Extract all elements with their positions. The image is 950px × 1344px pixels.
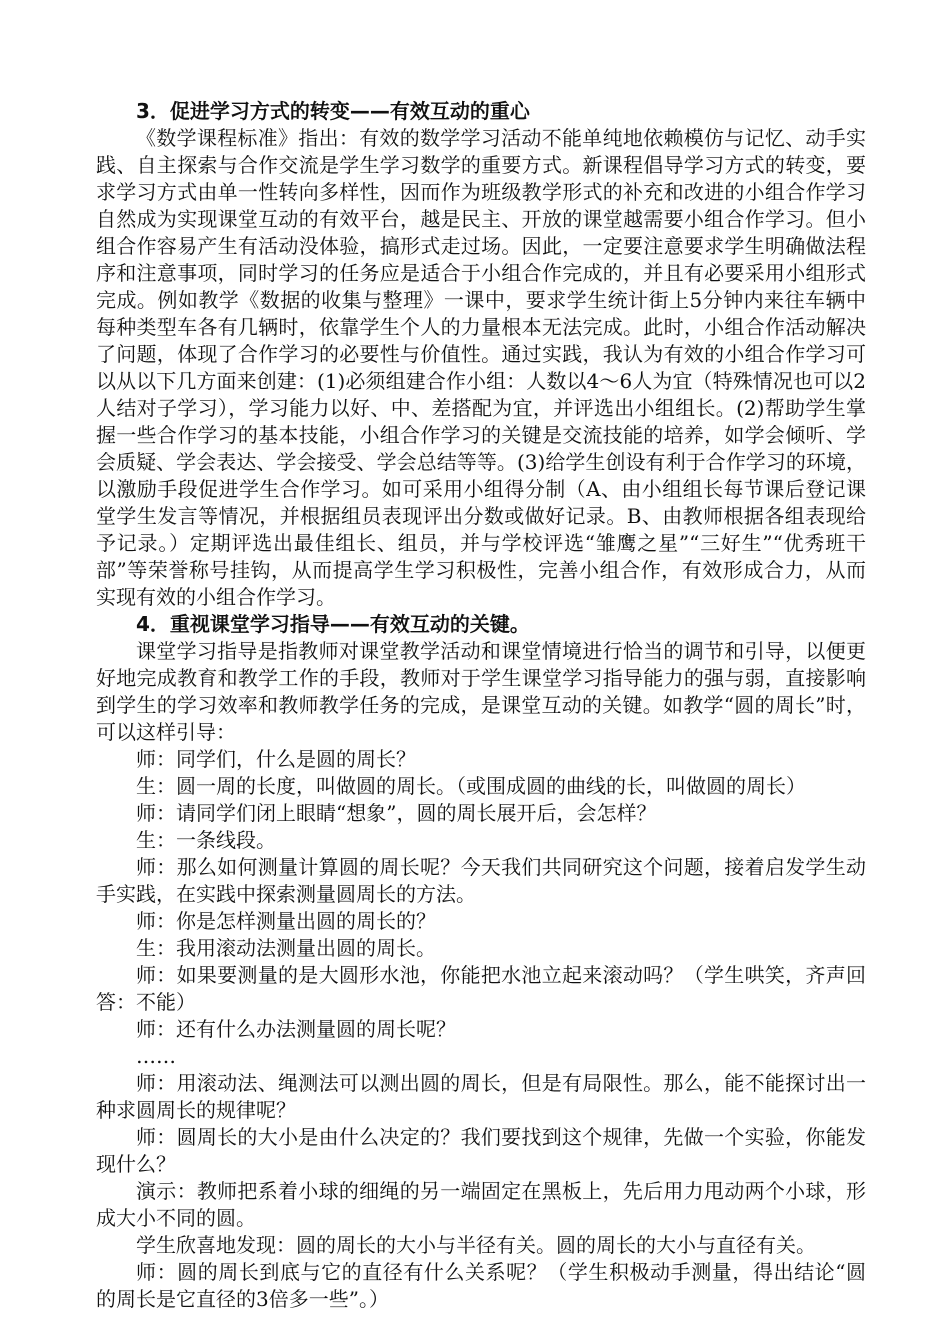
ellipsis-line: …… <box>136 1044 176 1068</box>
section-4-heading: 4．重视课堂学习指导——有效互动的关键。 <box>136 612 530 636</box>
dialogue-line: 师：同学们，什么是圆的周长？ <box>136 747 416 771</box>
dialogue-line: 师：那么如何测量计算圆的周长呢？今天我们共同研究这个问题，接着启发学生动手实践，在实践中探索测量圆周长的方法。 <box>96 855 866 906</box>
dialogue-line: 生：我用滚动法测量出圆的周长。 <box>136 936 436 960</box>
dialogue-line: 师：请同学们闭上眼睛“想象”，圆的周长展开后，会怎样？ <box>136 801 657 825</box>
section-3-paragraph: 《数学课程标准》指出：有效的数学学习活动不能单纯地依赖模仿与记忆、动手实践、自主探索与合作交流是学生学习数学的重要方式。新课程倡导学习方式的转变，要求学习方式由单一性转向多样性，因而作为班级教学形式的补充和改进的小组合作学习自然成为实现课堂互动的有效平台，越是民主、开放的课堂越需要小组合作学习。但小组合作容易产生有活动没体验，搞形式走过场。因此，一定要注意要求学生明确做法程序和注意事项，同时学习的任务应是适合于小组合作完成的，并且有必要采用小组形式完成。例如教学《数据的收集与整理》一课中，要求学生统计街上5分钟内来往车辆中每种类型车各有几辆时，依靠学生个人的力量根本无法完成。此时，小组合作活动解决了问题，体现了合作学习的必要性与价值性。通过实践，我认为有效的小组合作学习可以从以下几方面来创建：(1)必须组建合作小组：人数以4～6人为宜（特殊情况也可以2人结对子学习），学习能力以好、中、差搭配为宜，并评选出小组组长。(2)帮助学生掌握一些合作学习的基本技能，小组合作学习的关键是交流技能的培养，如学会倾听、学会质疑、学会表达、学会接受、学会总结等等。(3)给学生创设有利于合作学习的环境，以激励手段促进学生合作学习。如可采用小组得分制（A、由小组组长每节课后登记课堂学生发言等情况，并根据组员表现评出分数或做好记录。B、由教师根据各组表现给予记录。）定期评选出最佳组长、组员，并与学校评选“雏鹰之星”“三好生”“优秀班干部”等荣誉称号挂钩，从而提高学生学习积极性，完善小组合作，有效形成合力，从而实现有效的小组合作学习。 <box>96 126 866 609</box>
dialogue-line: 师：如果要测量的是大圆形水池，你能把水池立起来滚动吗？（学生哄笑，齐声回答：不能） <box>96 963 866 1014</box>
section-4-intro: 课堂学习指导是指教师对课堂教学活动和课堂情境进行恰当的调节和引导，以便更好地完成教育和教学工作的手段，教师对于学生课堂学习指导能力的强与弱，直接影响到学生的学习效率和教师教学任务的完成，是课堂互动的关键。如教学“圆的周长”时，可以这样引导： <box>96 639 866 744</box>
dialogue-line: 师：用滚动法、绳测法可以测出圆的周长，但是有局限性。那么，能不能探讨出一种求圆周长的规律呢？ <box>96 1071 866 1122</box>
demonstration-line: 演示：教师把系着小球的细绳的另一端固定在黑板上，先后用力甩动两个小球，形成大小不同的圆。 <box>96 1179 866 1230</box>
document-body <box>96 98 866 1313</box>
dialogue-line: 师：你是怎样测量出圆的周长的？ <box>136 909 436 933</box>
discovery-line: 学生欣喜地发现：圆的周长的大小与半径有关。圆的周长的大小与直径有关。 <box>136 1233 816 1257</box>
section-3-heading: 3．促进学习方式的转变——有效互动的重心 <box>136 99 530 123</box>
dialogue-line: 生：圆一周的长度，叫做圆的周长。（或围成圆的曲线的长，叫做圆的周长） <box>136 774 806 798</box>
dialogue-line: 师：圆周长的大小是由什么决定的？我们要找到这个规律，先做一个实验，你能发现什么？ <box>96 1125 866 1176</box>
dialogue-line: 生：一条线段。 <box>136 828 276 852</box>
dialogue-line: 师：圆的周长到底与它的直径有什么关系呢？（学生积极动手测量，得出结论“圆的周长是它直径的3倍多一些”。） <box>96 1260 866 1311</box>
dialogue-line: 师：还有什么办法测量圆的周长呢？ <box>136 1017 456 1041</box>
